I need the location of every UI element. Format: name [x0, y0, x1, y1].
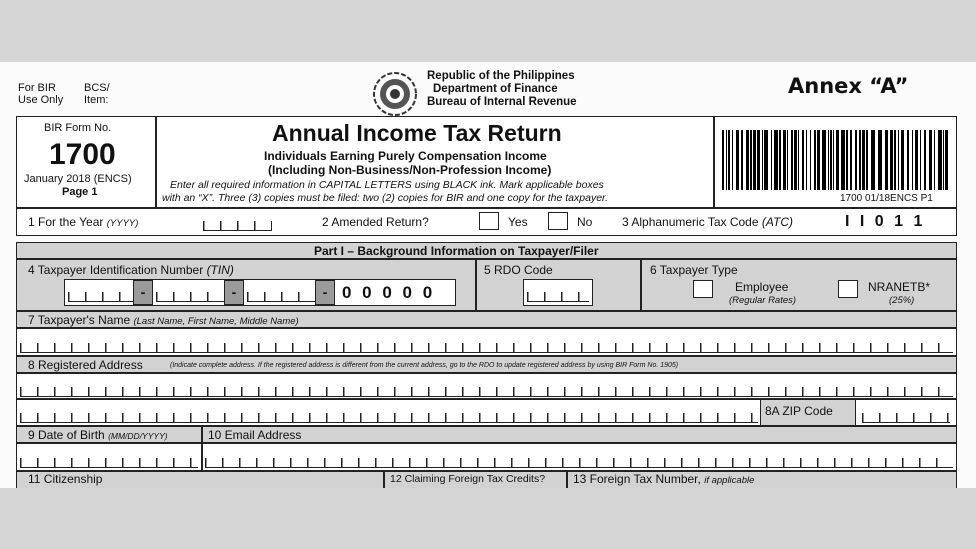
address-label: 8 Registered Address [28, 358, 143, 372]
barcode-bar [741, 130, 743, 190]
dob-label: 9 Date of Birth (MM/DD/YYYY) [28, 428, 168, 442]
barcode-bar [822, 130, 826, 190]
barcode-bar [787, 130, 788, 190]
instructions-line-1: Enter all required information in CAPITAL LETTERS using BLACK ink. Mark applicable boxes [170, 179, 604, 191]
employee-label: Employee [735, 280, 789, 294]
atc-label: 3 Alphanumeric Tax Code (ATC) [622, 215, 793, 229]
zip-label: 8A ZIP Code [765, 404, 833, 418]
employee-note: (Regular Rates) [729, 295, 797, 306]
atc-value[interactable]: I I 0 1 1 [845, 213, 926, 230]
amended-yes-label: Yes [508, 215, 528, 229]
barcode-bar [898, 130, 899, 190]
barcode-bar [945, 130, 948, 190]
address-hint: (Indicate complete address. If the registered address is different from the current address, go to the RDO to update registered address by using BIR Form No. 1905) [170, 362, 679, 369]
amended-yes-checkbox[interactable] [479, 212, 499, 230]
item-label: Item: [84, 94, 109, 106]
year-input[interactable] [203, 221, 272, 231]
barcode-bar [915, 130, 918, 190]
nranetb-label: NRANETB* [868, 280, 931, 294]
email-label: 10 Email Address [208, 428, 302, 442]
barcode-bar [862, 130, 865, 190]
barcode-bar [783, 130, 786, 190]
use-only-label: Use Only [18, 94, 64, 106]
barcode-bar [722, 130, 724, 190]
barcode-bar [885, 130, 888, 190]
barcode-bar [901, 130, 904, 190]
rdo-label: 5 RDO Code [484, 263, 553, 277]
barcode-bar [830, 130, 832, 190]
bcs-label: BCS/ [84, 82, 110, 94]
barcode-bar [762, 130, 763, 190]
form-title: Annual Income Tax Return [272, 120, 562, 146]
form-subtitle-1: Individuals Earning Purely Compensation Income [264, 149, 547, 163]
barcode-bar [791, 130, 793, 190]
amended-no-checkbox[interactable] [548, 212, 568, 230]
barcode-bar [894, 130, 896, 190]
dob-input[interactable] [20, 458, 198, 468]
barcode-bar [779, 130, 781, 190]
barcode-graphic [722, 130, 950, 190]
barcode-bar [866, 130, 868, 190]
foreign-tax-label: 13 Foreign Tax Number, if applicable [573, 472, 755, 486]
barcode-bar [810, 130, 811, 190]
barcode-bar [841, 130, 845, 190]
taxpayer-type-label: 6 Taxpayer Type [650, 263, 738, 277]
barcode-bar [907, 130, 909, 190]
barcode-bar [871, 130, 875, 190]
barcode-bar [920, 130, 921, 190]
barcode-bar [726, 130, 727, 190]
barcode-bar [798, 130, 799, 190]
taxpayer-name-label: 7 Taxpayer's Name (Last Name, First Name, Middle Name) [28, 313, 299, 327]
tin-dash-1: - [133, 280, 153, 305]
nranetb-note: (25%) [889, 295, 915, 306]
barcode-bar [859, 130, 861, 190]
barcode-bar [850, 130, 852, 190]
tin-dash-2: - [224, 280, 244, 305]
barcode-bar [814, 130, 816, 190]
barcode-bar [878, 130, 882, 190]
zip-input[interactable] [862, 413, 950, 423]
form-number-label: BIR Form No. [44, 122, 112, 134]
barcode-bar [753, 130, 756, 190]
barcode-bar [806, 130, 807, 190]
barcode-bar [836, 130, 839, 190]
barcode-bar [732, 130, 733, 190]
tin-label: 4 Taxpayer Identification Number (TIN) [28, 263, 234, 277]
foreign-credit-label: 12 Claiming Foreign Tax Credits? [390, 473, 546, 485]
barcode-bar [817, 130, 820, 190]
citizenship-label: 11 Citizenship [28, 472, 103, 486]
employee-checkbox[interactable] [693, 280, 713, 298]
form-number: 1700 [49, 138, 116, 171]
barcode-bar [833, 130, 834, 190]
barcode-bar [771, 130, 772, 190]
bir-seal-icon [372, 71, 418, 117]
email-input[interactable] [205, 458, 953, 468]
annex-label: Annex “A” [788, 74, 909, 98]
barcode-bar [736, 130, 739, 190]
tin-dash-3: - [315, 280, 335, 305]
barcode-bar [846, 130, 848, 190]
year-label: 1 For the Year (YYYY) [28, 215, 139, 229]
agency-line-1: Republic of the Philippines [427, 70, 575, 82]
barcode-bar [934, 130, 935, 190]
agency-line-3: Bureau of Internal Revenue [427, 96, 577, 108]
form-version: January 2018 (ENCS) [24, 173, 132, 185]
page-number: Page 1 [62, 186, 98, 198]
tin-branch-code[interactable]: 0 0 0 0 0 [342, 283, 436, 302]
form-subtitle-2: (Including Non-Business/Non-Profession Income) [268, 163, 552, 177]
barcode-bar [890, 130, 893, 190]
instructions-line-2: with an “X”. Three (3) copies must be filed: two (2) copies for BIR and one copy for the taxpayer. [162, 192, 609, 204]
barcode-bar [938, 130, 942, 190]
barcode-bar [750, 130, 752, 190]
agency-line-2: Department of Finance [433, 83, 558, 95]
amended-label: 2 Amended Return? [322, 215, 429, 229]
nranetb-checkbox[interactable] [838, 280, 858, 298]
barcode-bar [757, 130, 760, 190]
barcode-bar [912, 130, 913, 190]
barcode-bar [802, 130, 804, 190]
barcode-bar [774, 130, 778, 190]
amended-no-label: No [577, 215, 593, 229]
for-bir-label: For BIR [18, 82, 56, 94]
barcode-bar [828, 130, 829, 190]
barcode-bar [924, 130, 926, 190]
part1-title: Part I – Background Information on Taxpayer/Filer [314, 244, 599, 258]
barcode-bar [746, 130, 749, 190]
barcode-bar [855, 130, 857, 190]
barcode-caption: 1700 01/18ENCS P1 [840, 193, 933, 204]
bir-form-1700-page [0, 62, 976, 488]
barcode-bar [728, 130, 730, 190]
barcode-bar [764, 130, 768, 190]
barcode-bar [794, 130, 797, 190]
barcode-bar [929, 130, 932, 190]
barcode-bar [943, 130, 944, 190]
